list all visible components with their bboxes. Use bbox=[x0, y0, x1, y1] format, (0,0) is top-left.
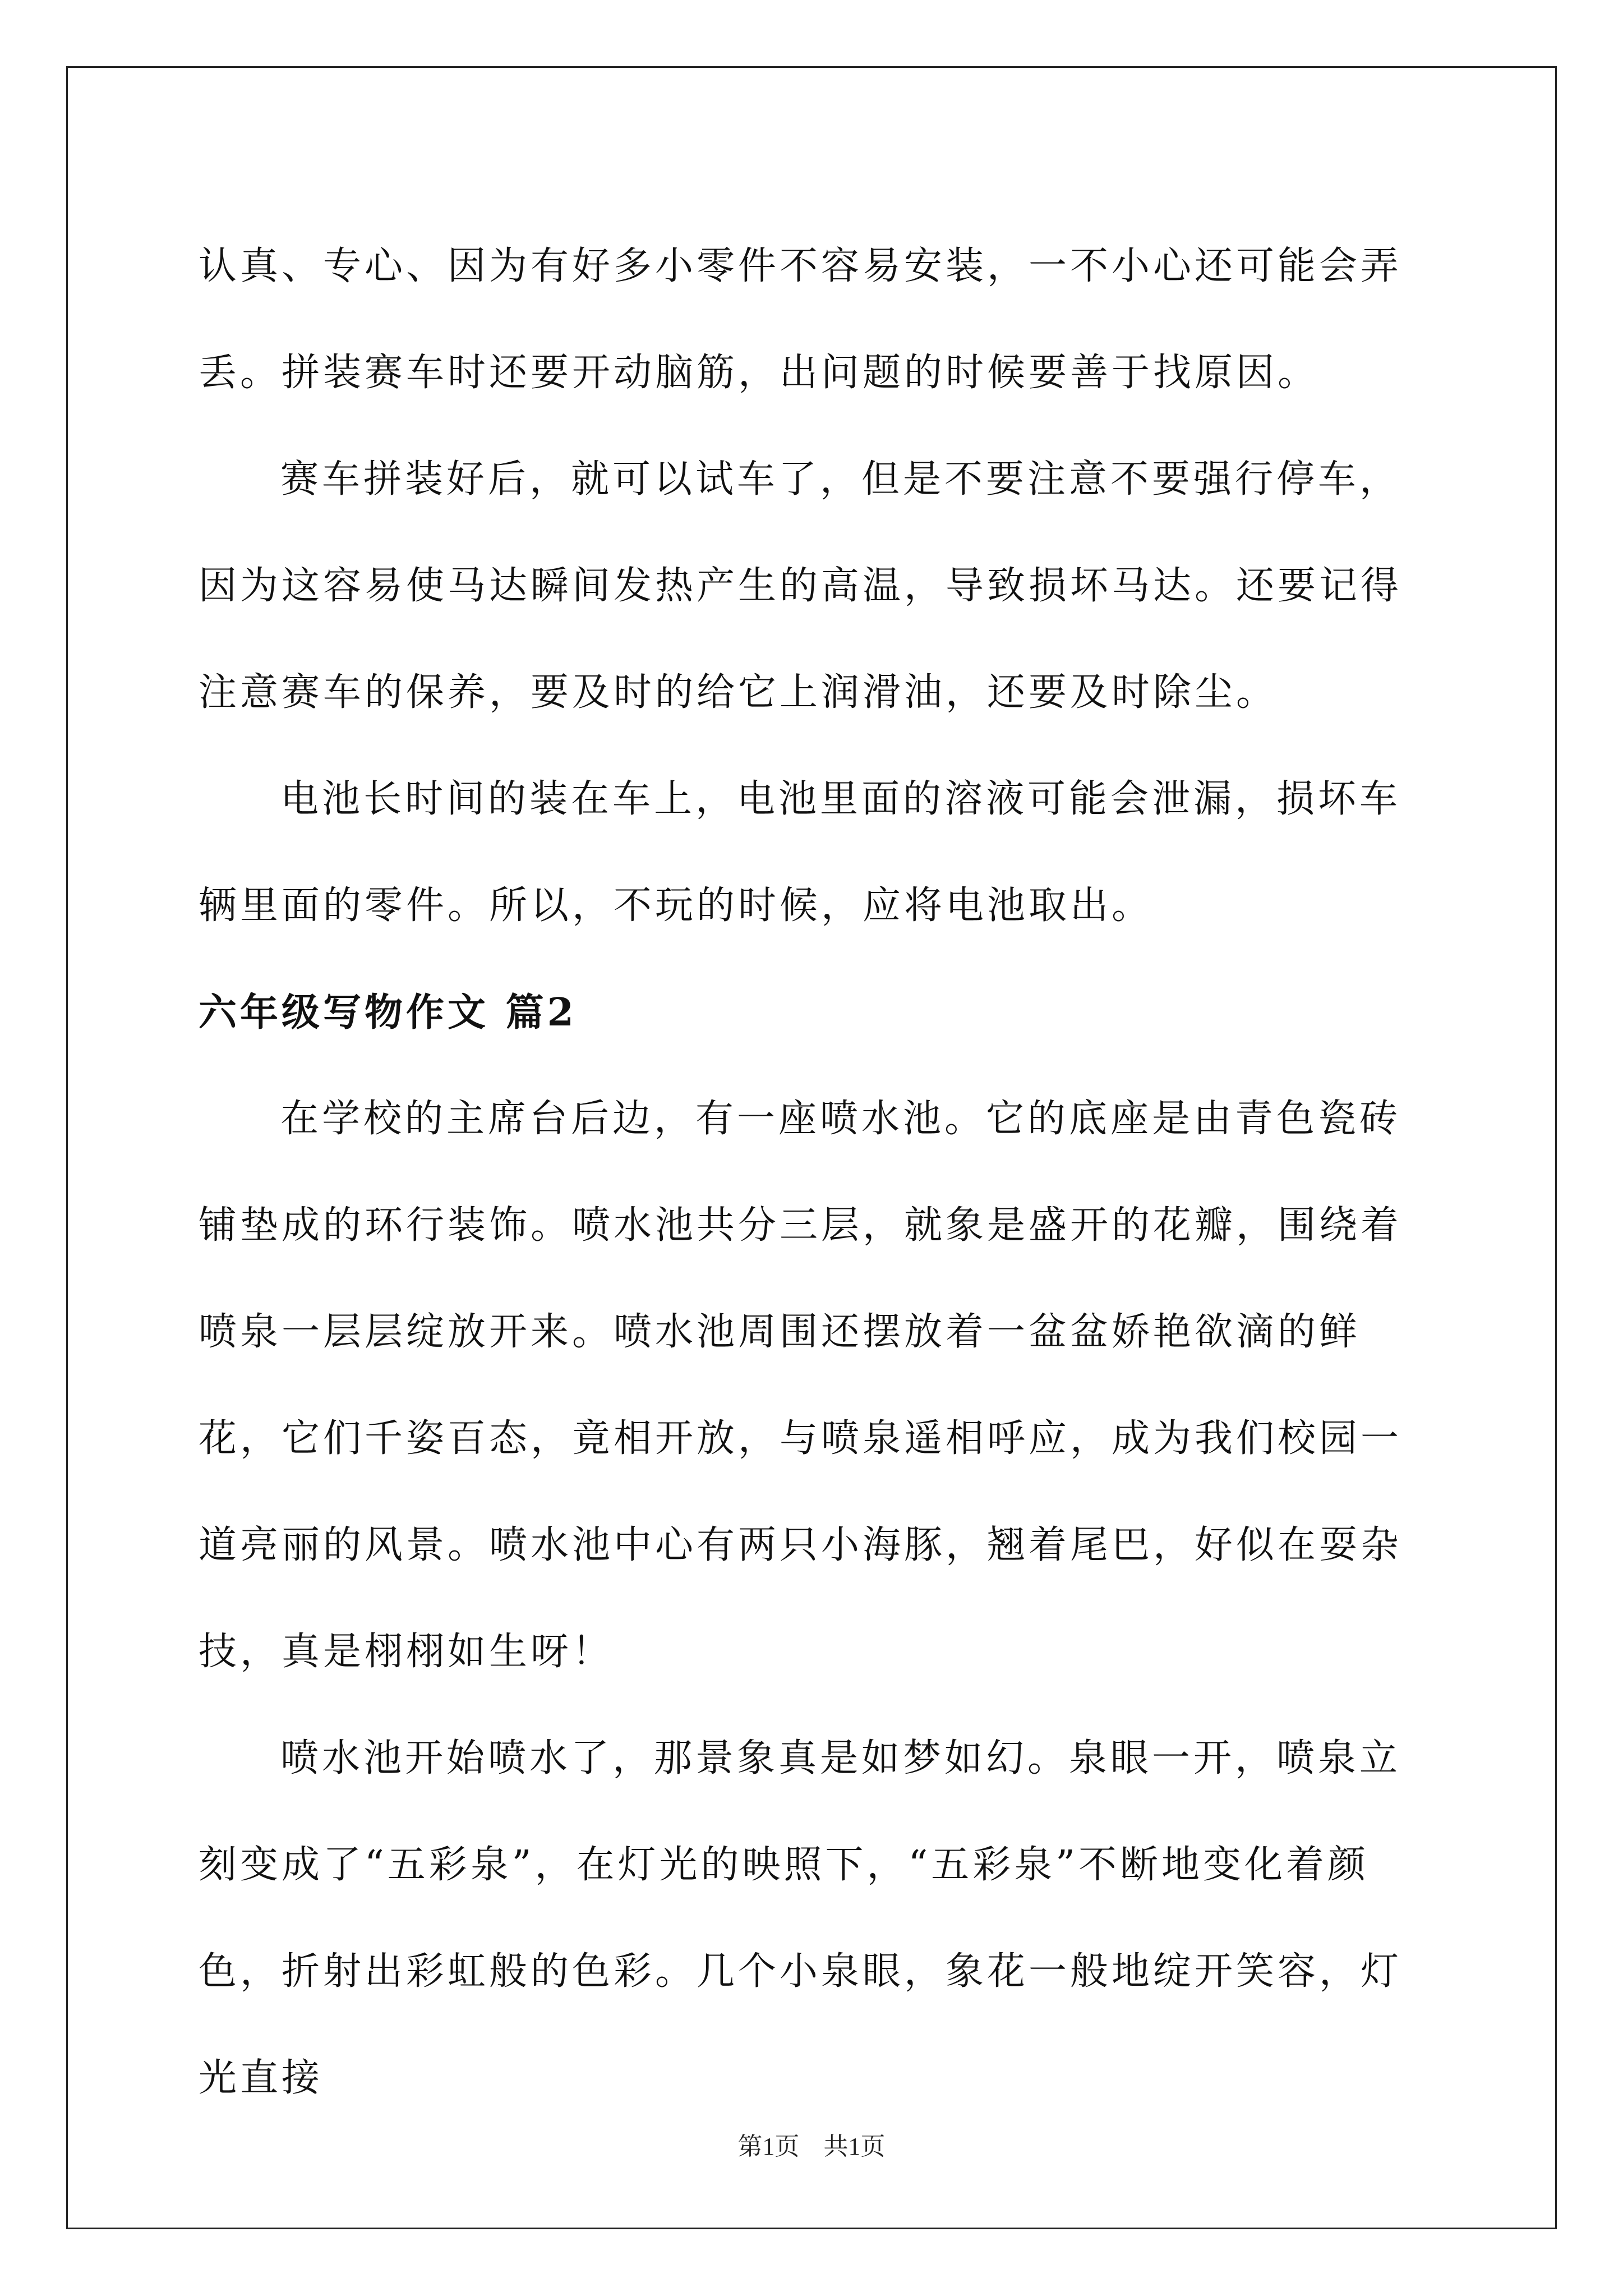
document-body bbox=[199, 213, 1432, 2132]
paragraph-1: 认真、专心、因为有好多小零件不容易安装，一不小心还可能会弄丢。拼装赛车时还要开动脑筋，出问题的时候要善于找原因。 bbox=[199, 244, 1403, 395]
paragraph-2: 赛车拼装好后，就可以试车了，但是不要注意不要强行停车，因为这容易使马达瞬间发热产生的高温，导致损坏马达。还要记得注意赛车的保养，要及时的给它上润滑油，还要及时除尘。 bbox=[199, 457, 1403, 715]
page-footer bbox=[0, 2126, 1623, 2162]
section-heading: 六年级写物作文 篇2 bbox=[199, 990, 577, 1035]
paragraph-3: 电池长时间的装在车上，电池里面的溶液可能会泄漏，损坏车辆里面的零件。所以，不玩的时候，应将电池取出。 bbox=[199, 777, 1401, 928]
paragraph-5: 喷水池开始喷水了，那景象真是如梦如幻。泉眼一开，喷泉立刻变成了“五彩泉”，在灯光的映照下，“五彩泉”不断地变化着颜色，折射出彩虹般的色彩。几个小泉眼，象花一般地绽开笑容，灯光直接 bbox=[199, 1736, 1403, 2100]
paragraph-4: 在学校的主席台后边，有一座喷水池。它的底座是由青色瓷砖铺垫成的环行装饰。喷水池共分三层，就象是盛开的花瓣，围绕着喷泉一层层绽放开来。喷水池周围还摆放着一盆盆娇艳欲滴的鲜花，它们千姿百态，竟相开放，与喷泉遥相呼应，成为我们校园一道亮丽的风景。喷水池中心有两只小海豚，翘着尾巴，好似在耍杂技，真是栩栩如生呀！ bbox=[199, 1097, 1403, 1674]
page-number: 第1页 bbox=[737, 2133, 800, 2160]
page-total: 共1页 bbox=[823, 2133, 886, 2160]
